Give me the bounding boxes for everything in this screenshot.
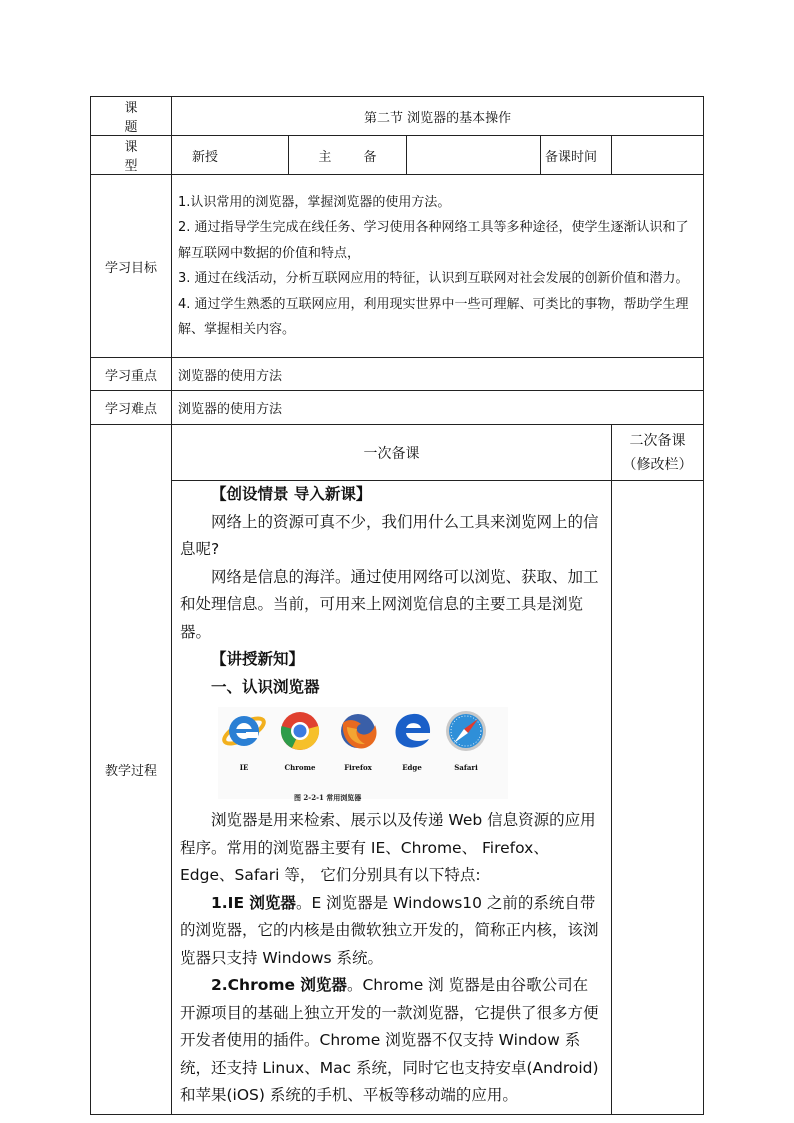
- objective-item-1: 1.认识常用的浏览器，掌握浏览器的使用方法。: [178, 194, 451, 210]
- subsection-title-browsers: 一、认识浏览器: [211, 677, 320, 696]
- second-prep-content[interactable]: [612, 481, 704, 1115]
- chrome-paragraph: [180, 972, 603, 1110]
- browser-figure: [218, 707, 508, 802]
- objective-item-3: 3. 通过在线活动，分析互联网应用的特征，认识到互联网对社会发展的创新价值和潜力。: [178, 271, 689, 286]
- ie-title: 1.IE 浏览器: [211, 893, 296, 912]
- first-prep-content: [172, 481, 612, 1115]
- key-point-row: [91, 358, 704, 391]
- ie-name: IE: [239, 763, 249, 772]
- second-prep-title: 二次备课: [629, 432, 686, 449]
- figure-caption: 图 2-2-1 常用浏览器: [294, 793, 362, 802]
- process-header-row: [91, 425, 704, 481]
- intro-paragraph-2: 网络是信息的海洋。通过使用网络可以浏览、获取、加工和处理信息。当前，可用来上网浏览信息的主要工具是浏览器。: [180, 567, 599, 641]
- chrome-text: 。Chrome 浏 览器是由谷歌公司在开源项目的基础上独立开发的一款浏览器，它提供了很多方便开发者使用的插件。Chrome 浏览器不仅支持 Window 系统，还支持 Linux、Mac 系统，同时它也支持安卓(Android) 和苹果(iOS) 系统的手机、平板等移动端的应用。: [180, 976, 599, 1104]
- objectives-label: 学习目标: [91, 175, 172, 358]
- prep-time-label: 备课时间: [541, 136, 612, 175]
- preparer-label: 主 备: [289, 136, 407, 175]
- chrome-title: 2.Chrome 浏览器: [211, 976, 347, 994]
- section-title-new: 【讲授新知】: [211, 650, 305, 668]
- process-body-row: [91, 481, 704, 1115]
- ie-icon: [218, 709, 270, 782]
- difficulty-label: 学习难点: [91, 391, 172, 425]
- first-prep-header: 一次备课: [172, 425, 612, 481]
- difficulty-value: 浏览器的使用方法: [172, 391, 704, 425]
- process-label: 教学过程: [91, 425, 172, 1115]
- key-point-label: 学习重点: [91, 358, 172, 391]
- firefox-icon: [332, 709, 384, 782]
- topic-row: [91, 97, 704, 136]
- chrome-icon: [274, 709, 326, 782]
- browser-intro-paragraph: 浏览器是用来检索、展示以及传递 Web 信息资源的应用程序。常用的浏览器主要有 IE、Chrome、 Firefox、 Edge、Safari 等， 它们分别具有以下特点:: [180, 811, 596, 884]
- chrome-name: Chrome: [284, 763, 316, 772]
- lesson-plan-table: [90, 96, 704, 1115]
- type-value: 新授: [172, 136, 289, 175]
- key-point-value: 浏览器的使用方法: [172, 358, 704, 391]
- edge-icon: [386, 709, 438, 782]
- topic-value: 第二节 浏览器的基本操作: [172, 97, 704, 136]
- objectives-list: [172, 175, 704, 358]
- objective-item-2: 2. 通过指导学生完成在线任务、学习使用各种网络工具等多种途径，使学生逐渐认识和了解互联网中数据的价值和特点，: [178, 220, 689, 261]
- topic-label: 课 题: [91, 97, 172, 136]
- intro-paragraph-1: 网络上的资源可真不少，我们用什么工具来浏览网上的信息呢?: [180, 512, 599, 558]
- prep-time-value: [612, 136, 704, 175]
- ie-text: 。E 浏览器是 Windows10 之前的系统自带的浏览器，它的内核是由微软独立开发的，简称正内核，该浏览器只支持 Windows 系统。: [180, 893, 599, 967]
- type-label: 课 型: [91, 136, 172, 175]
- section-title-intro: 【创设情景 导入新课】: [211, 485, 372, 503]
- firefox-name: Firefox: [344, 763, 372, 772]
- difficulty-row: [91, 391, 704, 425]
- safari-name: Safari: [454, 763, 478, 772]
- lesson-plan-sheet: [90, 96, 703, 1115]
- second-prep-header: [612, 425, 704, 481]
- safari-icon: [440, 709, 492, 782]
- type-row: [91, 136, 704, 175]
- second-prep-subtitle: （修改栏）: [622, 456, 693, 473]
- objectives-row: [91, 175, 704, 358]
- objective-item-4: 4. 通过学生熟悉的互联网应用，利用现实世界中一些可理解、可类比的事物，帮助学生理解、掌握相关内容。: [178, 296, 689, 337]
- preparer-value: [407, 136, 541, 175]
- edge-name: Edge: [402, 763, 422, 772]
- ie-paragraph: [180, 890, 603, 973]
